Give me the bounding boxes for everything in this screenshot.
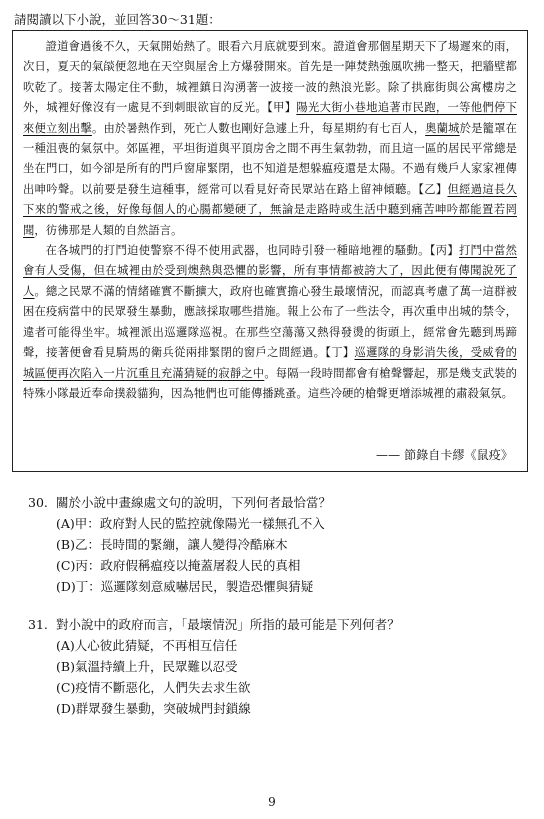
p1-text-4: ，彷彿那是人類的自然語言。 bbox=[34, 223, 183, 237]
p2-text-3: 。每隔一段時間都會有槍聲響起，那是幾支武裝的特殊小隊最近奉命撲殺貓狗，因為牠們也可能傳播跳蚤。這些冷硬的槍聲更增添城裡的肅殺氣氛。 bbox=[23, 366, 518, 400]
marker-bing: 【丙】 bbox=[429, 244, 460, 258]
marker-yi: 【乙】 bbox=[418, 182, 448, 196]
question-31-number: 31. bbox=[28, 617, 48, 632]
p2-text-2: 。總之民眾不滿的情緒確實不斷擴大，政府也確實擔心發生最壞情況，而認真考慮了萬一這群被困在疫病當中的民眾發生暴動，應該採取哪些措施。報上公布了一些法令，再次重申出城的禁令，違者可能得坐牢。城裡派出巡邏隊巡視。在那些空蕩蕩又熱得發燙的街頭上，經常會先聽到馬蹄聲，接著便會看見騎馬的衛兵從兩排緊閉的窗戶之間經過。 bbox=[23, 284, 517, 360]
p2-text-1: 在各城門的打鬥迫使警察不得不使用武器，也同時引發一種暗地裡的騷動。 bbox=[45, 244, 430, 258]
marker-ding: 【丁】 bbox=[325, 346, 355, 360]
instruction-text: 請閱讀以下小說，並回答30～31題： bbox=[14, 12, 221, 27]
question-31-option-a[interactable]: (A)人心彼此猜疑，不再相互信任 bbox=[56, 638, 238, 653]
page-number: 9 bbox=[268, 795, 276, 809]
question-31-stem: 對小說中的政府而言，「最壞情況」所指的最可能是下列何者？ bbox=[56, 617, 400, 632]
underline-jia: 陽光大街小巷地追著市民跑，一等他們停下來便立刻出擊 bbox=[23, 101, 518, 135]
question-31-option-c[interactable]: (C)疫情不斷惡化，人們失去求生欲 bbox=[56, 680, 251, 695]
underline-yi: 但經過這長久下來的警戒之後，好像每個人的心腸都變硬了，無論是走路時或生活中聽到痛苦呻吟都能置若罔聞 bbox=[23, 182, 518, 237]
passage-paragraph-2 bbox=[23, 241, 517, 404]
question-30-option-b[interactable]: (B)乙：長時間的緊繃，讓人變得冷酷麻木 bbox=[56, 537, 288, 552]
p1-text-3: 於是籠罩在一種沮喪的氣氛中。郊區裡，平坦街道與平頂房舍之間不再生氣勃勃，而且這一區的居民平常總是坐在門口，如今卻是所有的門戶窗扉緊閉，也不知道是想躲瘟疫還是太陽。不過有幾戶人家家裡傳出呻吟聲。以前要是發生這種事，經常可以看見好奇民眾站在路上留神傾聽。 bbox=[23, 121, 517, 196]
question-31-option-b[interactable]: (B)氣溫持續上升，民眾難以忍受 bbox=[56, 659, 238, 674]
underline-ding: 巡邏隊的身影消失後，受威脅的城區便再次陷入一片沉重且充滿猜疑的寂靜之中 bbox=[23, 346, 518, 380]
marker-jia: 【甲】 bbox=[267, 101, 297, 115]
underline-bing: 打鬥中當然會有人受傷，但在城裡由於受到燠熱與恐懼的影響，所有事情都被誇大了，因此便有傳聞說死了人 bbox=[23, 244, 517, 298]
p1-text-1: 證道會過後不久，天氣開始熱了。眼看六月底就要到來。證道會那個星期天下了場遲來的雨，次日，夏天的氣燄便忽地在天空與屋舍上方爆發開來。首先是一陣焚熱強風吹拂一整天，把牆壁都吹乾了。接著太陽定住不動，城裡鎮日沟湧著一波接一波的熱浪光影。除了拱廊街與公寓樓房之外，城裡好像沒有一處見不到刺眼欲盲的反光。 bbox=[23, 40, 517, 115]
passage-source: —— 節錄自卡繆《鼠疫》 bbox=[375, 447, 513, 462]
question-30-option-c[interactable]: (C)丙：政府假稱瘟疫以掩蓋屠殺人民的真相 bbox=[56, 558, 301, 573]
question-31-option-d[interactable]: (D)群眾發生暴動，突破城門封鎖線 bbox=[56, 701, 251, 716]
question-31 bbox=[28, 614, 400, 719]
question-30-stem: 關於小說中畫線處文句的說明，下列何者最恰當？ bbox=[56, 495, 332, 510]
question-30-option-a[interactable]: (A)甲：政府對人民的監控就像陽光一樣無孔不入 bbox=[56, 516, 325, 531]
question-30-number: 30. bbox=[28, 495, 48, 510]
underline-oran: 奧蘭城 bbox=[425, 121, 460, 135]
question-30 bbox=[28, 492, 331, 597]
question-30-option-d[interactable]: (D)丁：巡邏隊刻意威嚇居民，製造恐懼與猜疑 bbox=[56, 579, 314, 594]
passage-paragraph-1 bbox=[23, 37, 517, 241]
passage-box bbox=[12, 30, 528, 472]
p1-text-2: 。由於暑熱作到，死亡人數也剛好急遽上升，每星期約有七百人， bbox=[91, 121, 426, 135]
